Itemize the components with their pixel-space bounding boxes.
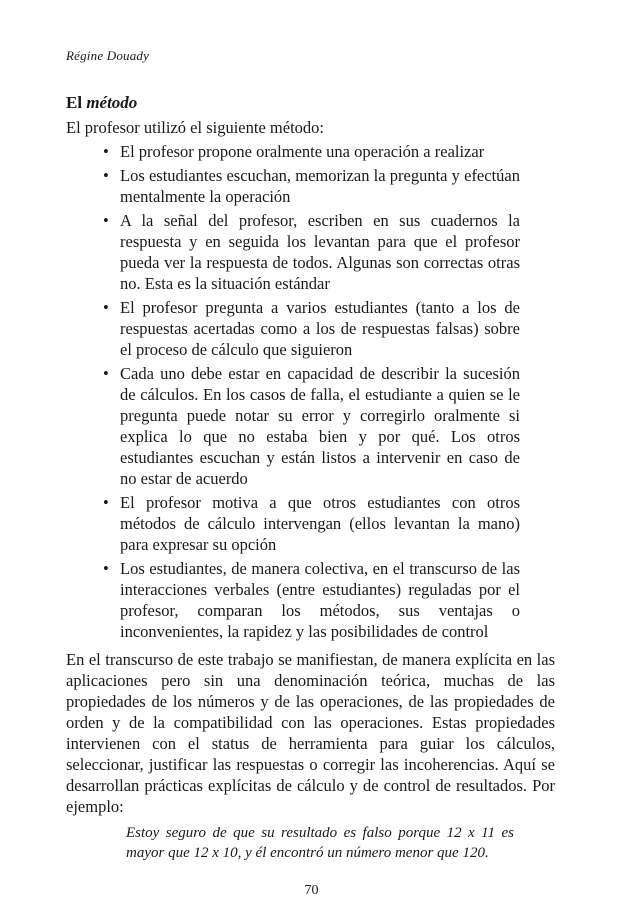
bullet-icon: • [103, 298, 109, 317]
section-title [66, 93, 137, 113]
bullet-icon: • [103, 364, 109, 383]
list-item-text: A la señal del profesor, escriben en sus cuadernos la respuesta y en seguida los levantan para que el profesor pueda ver la respuesta de todos. Algunas son correctas otras no. Esta es la situación estándar [120, 211, 520, 293]
bullet-icon: • [103, 211, 109, 230]
list-item-text: El profesor propone oralmente una operación a realizar [120, 142, 485, 161]
body-paragraph: En el transcurso de este trabajo se manifiestan, de manera explícita en las aplicaciones pero sin una denominación teórica, muchas de las propiedades de los números y de las operaciones, de las propiedades de orden y de la compatibilidad con las operaciones. Estas propiedades intervienen con el status de herramienta para guiar los cálculos, seleccionar, justificar las respuestas o corregir las incoherencias. Aquí se desarrollan prácticas explícitas de cálculo y de control de resultados. Por ejemplo: [66, 650, 555, 816]
running-header-author: Régine Douady [66, 48, 150, 63]
list-item [103, 297, 520, 360]
list-item-text: El profesor pregunta a varios estudiantes (tanto a los de respuestas acertadas como a los de respuestas falsas) sobre el proceso de cálculo que siguieron [120, 298, 520, 359]
list-item [103, 210, 520, 294]
bullet-icon: • [103, 166, 109, 185]
section-title-italic: método [86, 93, 138, 112]
list-item-text: Los estudiantes escuchan, memorizan la pregunta y efectúan mentalmente la operación [120, 166, 520, 206]
method-steps-list [103, 141, 520, 645]
bullet-icon: • [103, 559, 109, 578]
intro-sentence: El profesor utilizó el siguiente método: [66, 118, 324, 137]
list-item [103, 165, 520, 207]
page-number: 70 [304, 883, 319, 898]
list-item [103, 141, 520, 162]
example-quote: Estoy seguro de que su resultado es falso porque 12 x 11 es mayor que 12 x 10, y él encontró un número menor que 120. [126, 825, 514, 861]
section-title-plain: El [66, 93, 87, 112]
list-item [103, 492, 520, 555]
list-item [103, 558, 520, 642]
bullet-icon: • [103, 142, 109, 161]
list-item-text: El profesor motiva a que otros estudiantes con otros métodos de cálculo intervengan (ellos levantan la mano) para expresar su opción [120, 493, 520, 554]
list-item-text: Los estudiantes, de manera colectiva, en el transcurso de las interacciones verbales (entre estudiantes) reguladas por el profesor, comparan los métodos, sus ventajas o inconvenientes, la rapidez y las posibilidades de control [120, 559, 520, 641]
list-item-text: Cada uno debe estar en capacidad de describir la sucesión de cálculos. En los casos de falla, el estudiante a quien se le pregunta puede notar su error y corregirlo oralmente si explica lo que no estaba bien y por qué. Los otros estudiantes escuchan y están listos a intervenir en caso de no estar de acuerdo [120, 364, 520, 488]
bullet-icon: • [103, 493, 109, 512]
list-item [103, 363, 520, 489]
